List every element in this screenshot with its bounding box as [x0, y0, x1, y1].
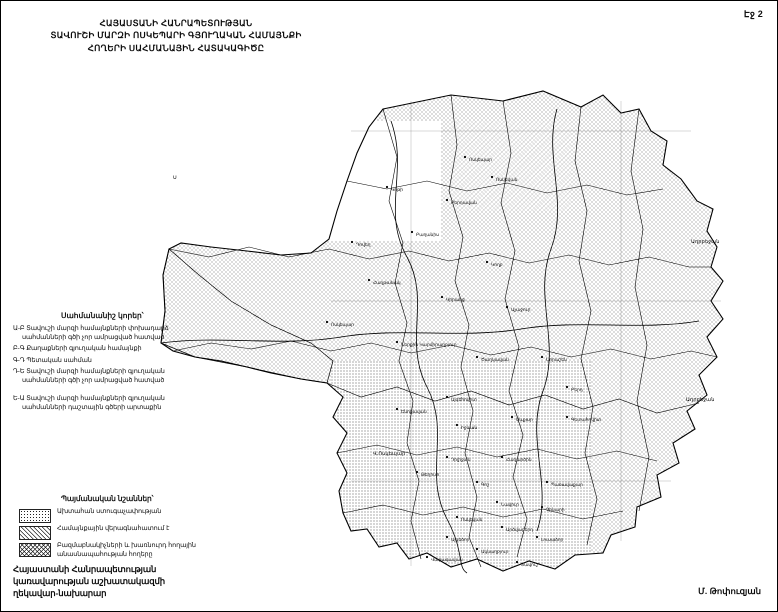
settlement-label: Թեղուտ	[421, 472, 440, 477]
legend-code: Բ-Գ	[13, 345, 25, 352]
settlement-label: Տավուշ	[521, 562, 539, 567]
settlement-label: Բաղանիս	[416, 232, 439, 237]
pattern-swatch-hatch	[19, 526, 51, 540]
legend-subtext: սահմանների դաշտային գծերի արտաքին	[22, 403, 162, 411]
title-line-1: ՀԱՅԱՍՏԱՆԻ ՀԱՆՐԱՊԵՏՈՒԹՅԱՆ	[99, 18, 253, 28]
settlement-label: Բերդավան	[451, 200, 477, 205]
settlement-label: Գետահովիտ	[571, 417, 602, 422]
page-title	[11, 17, 341, 54]
legend-code: Դ-Ե	[13, 368, 25, 375]
settlement-label: Իջևան	[461, 425, 478, 430]
legend-code: Գ-Դ	[13, 356, 25, 364]
settlement-label: Կիրանց	[446, 297, 465, 302]
pattern-swatch-cross	[19, 543, 51, 557]
legend-boundary-symbols	[13, 311, 223, 415]
settlement-label: Այգեձոր	[451, 537, 470, 542]
settlement-label: Ոսկեվան	[496, 177, 518, 182]
settlement-label: Աչաջուր	[511, 307, 531, 312]
settlement-label: Հաղարծին	[506, 457, 532, 462]
signature-line-3: ղեկավար-նախարար	[13, 587, 107, 598]
legend-row	[13, 357, 223, 366]
settlement-label: Նավուր	[501, 502, 519, 507]
legend-pattern-row	[19, 525, 234, 540]
pattern-label-second-line: անասնապահության հողերը	[57, 550, 153, 558]
external-region-label: Ս	[173, 175, 177, 181]
settlement-label: Կողբ	[491, 262, 503, 267]
settlement-label: Վարագավան	[431, 557, 463, 562]
settlement-label: Ոսկեպար	[331, 322, 354, 327]
figure-number: Էջ 2	[743, 9, 763, 19]
signature-line-2: կառավարության աշխատակազմի	[13, 575, 166, 586]
settlement-label: Ակնաղբյուր	[481, 549, 509, 554]
signature-line-1: Հայաստանի Հանրապետության	[13, 563, 157, 574]
legend-pattern-title: Պայմանական նշաններ՝	[61, 494, 154, 503]
settlement-label: Դովեղ	[356, 242, 371, 247]
legend-text: Քաղաքների գյուղական համայնքի	[26, 345, 142, 352]
legend-code: Ե-Ա	[13, 395, 25, 402]
legend-pattern-row	[19, 542, 234, 559]
legend-pattern-key	[19, 494, 234, 561]
title-line-2: ՏԱՎՈՒՇԻ ՄԱՐԶԻ ՈՍԿԵՊԱՐԻ ԳՅՈՒՂԱԿԱՆ ՀԱՄԱՅՆՔԻ	[50, 30, 302, 41]
settlement-label: Ներքին Կարմիրաղբյուր	[401, 342, 457, 347]
settlement-label: Սևքար	[516, 417, 533, 422]
legend-row	[13, 325, 223, 342]
settlement-label: Պառավաքար	[551, 482, 583, 487]
legend-text: Տավուշի մարզի համայնքների գյուղական	[26, 395, 165, 402]
settlement-label: Նորաշեն	[546, 357, 567, 362]
legend-text: Տավուշի մարզի համայնքների փոխադարձ	[26, 325, 169, 332]
settlement-label: Լուսաձոր	[541, 537, 564, 542]
settlement-label: Այգեհովիտ	[451, 397, 477, 402]
legend-spacer	[13, 388, 223, 395]
legend-row	[13, 395, 223, 412]
legend-code: Ա-Բ	[13, 325, 25, 332]
settlement-label: Ծաղկավան	[481, 357, 509, 362]
pattern-swatch-dots	[19, 509, 51, 523]
pattern-label: Համայնքային վերագնահատում է	[57, 525, 170, 532]
settlement-label: Բերդ	[571, 387, 583, 392]
map-canvas	[151, 61, 771, 586]
signature-block	[13, 563, 165, 599]
legend-text: Պետական սահման	[26, 356, 92, 364]
settlement-label: Արծվաբերդ	[506, 527, 534, 532]
settlement-label: Ենոքավան	[401, 409, 427, 414]
settlement-label: Կոթի	[391, 187, 404, 192]
pattern-label: Բազմաբնակիչների և խառնուրդ հողային	[57, 542, 196, 549]
settlement-label: Ոսկեպար	[469, 157, 492, 162]
settlement-label: Գոշ	[481, 482, 490, 487]
pattern-label: Ախտահան ստուգաչափության	[57, 508, 162, 515]
external-region-label: Ադրբեջան	[686, 397, 715, 403]
settlement-label: Հաղթանակ	[373, 280, 401, 285]
legend-subtext: սահմանների գծի չոր ամրացված հատված	[22, 333, 165, 341]
signatory-name: Մ. Թոփուզյան	[698, 586, 761, 596]
external-region-label: Վ.Ոսկեպար	[373, 451, 406, 457]
settlement-label: Դիլիջան	[451, 457, 471, 462]
settlement-label: Ոսկեվան	[461, 517, 483, 522]
legend-text: Տավուշի մարզի համայնքների գյուղական	[26, 368, 165, 375]
legend-row	[13, 345, 223, 354]
legend-subtext: սահմանների գծի չոր ամրացված հատված	[22, 376, 165, 384]
external-region-label: Ադրբեջան	[691, 239, 720, 245]
pattern-label-group	[57, 542, 196, 559]
settlement-label: Չինարի	[546, 507, 565, 512]
legend-boundary-title: Սահմանանիշ կորեր՝	[61, 311, 144, 320]
title-line-3: ՀՈՂԵՐԻ ՍԱՀՄԱՆԱՅԻՆ ՀԱՏԱԿԱԳԻԾԸ	[87, 42, 265, 53]
legend-pattern-row	[19, 508, 234, 523]
legend-row	[13, 368, 223, 385]
